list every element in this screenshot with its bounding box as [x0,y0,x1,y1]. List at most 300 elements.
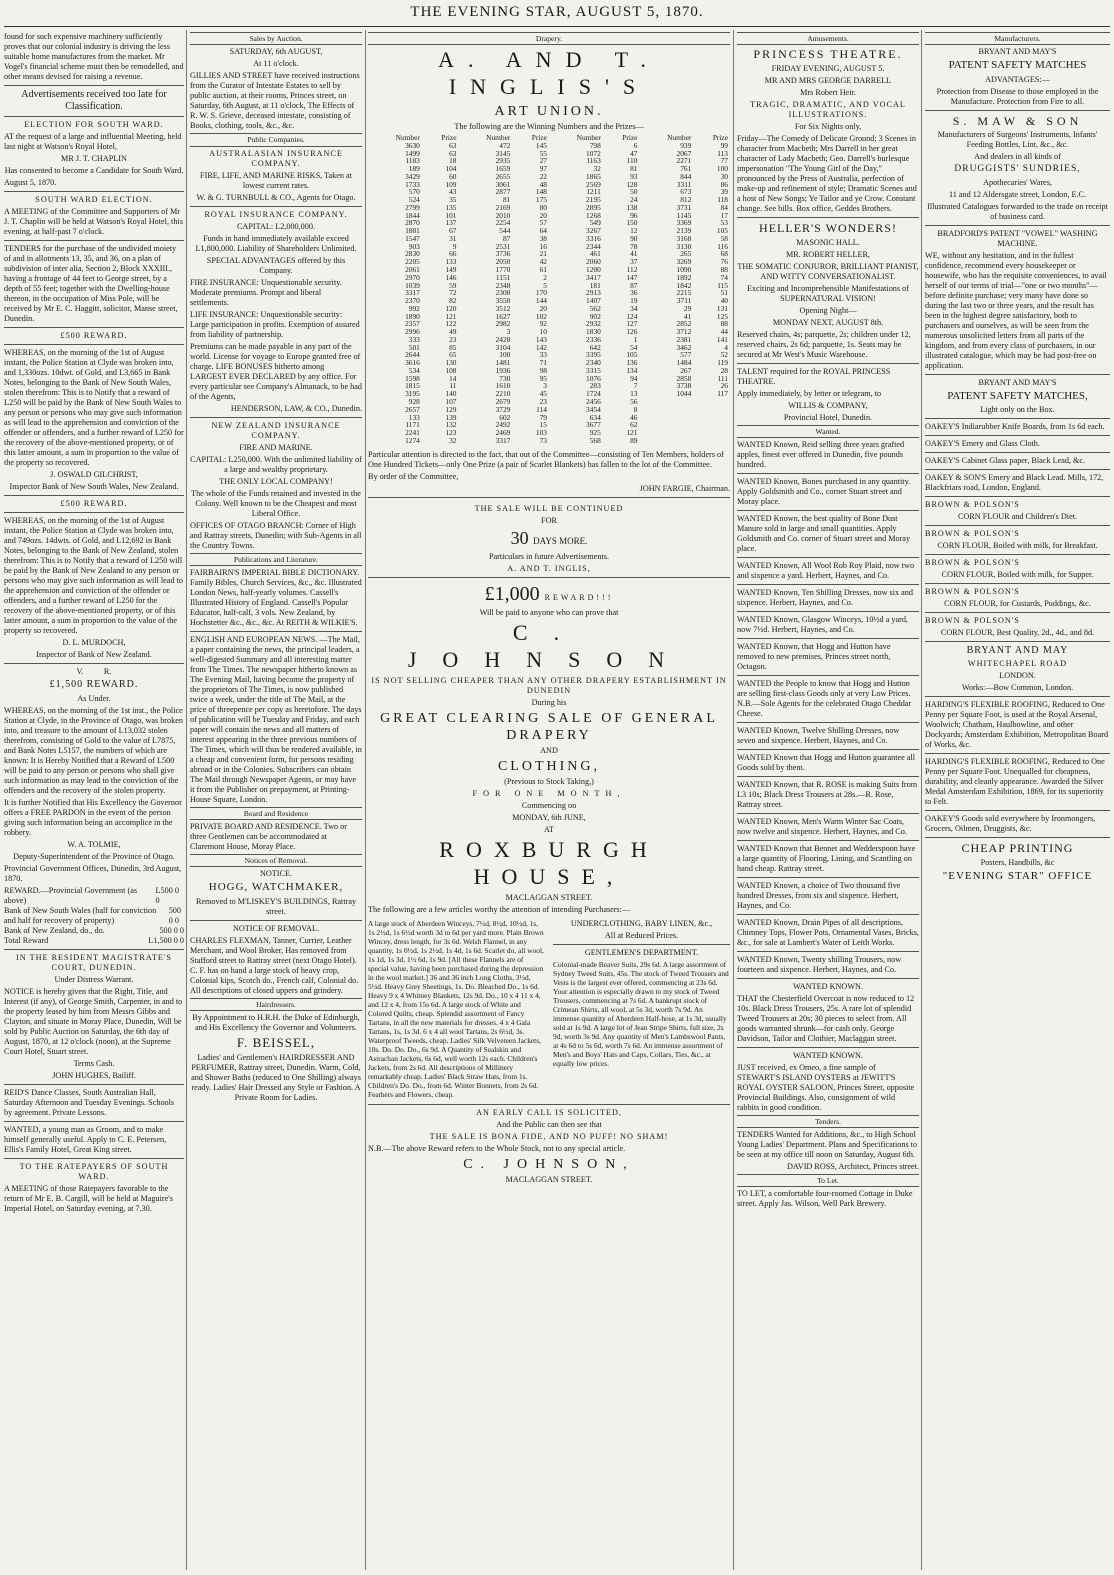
prizes-cell: 64 [539,226,547,236]
prizes-cell: 146 [445,272,457,282]
prizes-cell: 122 [445,319,457,329]
prizes-cell: 3369 [676,218,692,228]
prizes-cell: 32 [449,435,457,445]
ad-heading: FOR ONE MONTH, [472,788,626,798]
prizes-cell: 3 [506,327,511,337]
prizes-cell: 136 [626,358,638,368]
ad-body: It is further Notified that His Excellency the Governor offers a FREE PARDON in the event of the person giving such information being an accomplice in the robbery. [4,797,182,837]
prizes-cell [639,421,693,429]
prizes-cell: 105 [716,226,728,236]
prizes-row [368,235,730,243]
prizes-cell: 1200 [586,265,601,274]
rule [737,1047,919,1048]
prizes-row [368,382,730,390]
royal-cipher: V. R. [76,667,112,677]
prizes-cell: 76 [720,257,728,267]
ad-body: NOTICE is hereby given that the Right, Title, and Interest (if any), of George Smith, Carpenter, in and to the property leased by him from Messrs Gibbs and Clayton, and situate in Moray Place, Dunedin, Will be sold by Public Auction on Saturday, the 6th day of August, 1870, at 12 o'clock (noon), at the Supreme Court Hotel, Stuart street. [4,986,183,1056]
prizes-row [368,367,730,375]
wanted-list [737,440,919,979]
prizes-cell: 47 [630,148,638,158]
brown-polson-body: CORN FLOUR, for Custards, Puddings, &c. [944,599,1091,609]
prizes-cell: 74 [720,272,728,282]
prizes-cell: 1881 [405,226,420,236]
prizes-cell: 111 [717,373,728,383]
ad-body: WHEREAS, on the morning of the 1st of August instant, the Police Station at Clyde was broken into, and 1,330ozs. 10dwt. of Gold, and L3,665 in Bank Notes, belonging to the Bank of New South Wales, stolen therefrom: This is to Notify that a reward of L250 will be paid by the Bank of New South Wales to any person or persons who may give such information as will lead to the apprehension and conviction of the offender or offenders, and a further reward of L250 for the recovery of the above-mentioned property, or of this latter amount, a sum in proportion to the value of the property so recovered. [4,348,184,468]
ad-body: FIRE INSURANCE: Unquestionable security. Moderate premiums. Prompt and liberal settlements. [190,277,342,307]
prizes-row [368,313,730,321]
prizes-cell: 1733 [405,179,420,189]
brown-polson-heading: BROWN & POLSON'S [925,587,1020,597]
prizes-cell: 135 [445,202,457,212]
prizes-cell: 20 [539,303,547,313]
prizes-cell: 32 [593,164,601,174]
prizes-cell: 2060 [586,257,601,267]
prizes-row [368,250,730,258]
prizes-cell: 3738 [676,381,692,391]
ad-body: MR AND MRS GEORGE DARRELL [764,75,892,85]
prizes-cell [693,421,730,429]
prizes-row [368,266,730,274]
prizes-cell: 35 [449,195,457,205]
prizes-cell: 3130 [676,241,692,251]
prizes-cell: 501 [408,342,420,352]
prizes-cell: 127 [626,319,638,329]
prizes-cell: 101 [445,210,457,220]
prizes-cell: 3711 [676,296,692,306]
prizes-cell: 1044 [676,389,692,399]
ad-body: The following are a few articles worthy the attention of intending Purchasers:— [368,904,631,914]
prizes-cell: 80 [539,202,547,212]
prizes-cell: 1865 [586,171,601,181]
ad-heading: DRUGGISTS' SUNDRIES, [954,164,1081,175]
rule [368,497,730,498]
prizes-cell: 81 [502,195,511,205]
ad-heading: SOUTH WARD ELECTION. [35,195,153,205]
prizes-cell: 31 [449,233,457,243]
prizes-cell: 105 [626,350,638,360]
prizes-cell: 175 [535,195,547,205]
ad-heading: TALENT required for the ROYAL PRINCESS THEATRE. [737,366,891,386]
ad-body: TO LET, a comfortable four-roomed Cottage in Duke street. Apply Jas. Wilson, Well Park Brewery. [737,1189,913,1209]
prizes-cell: 129 [445,404,457,414]
rule [925,612,1110,613]
ad-body: WE, without any hesitation, and in the fullest confidence, recommend every housekeeper or housewife, who has the requisite conveniences, to avail herself of our terms of trial—"one or two months"—before definite purchase; very many have done so during the last two or three years, and the result has been in the highest degree satisfactory, both to purchasers and ourselves, as will be seen from the numerous unsolicited letters from all parts of the kingdom, and from every class of purchasers, in our illustrated catalogue, which may be had post-free on application. [925,250,1107,370]
prizes-cell: 147 [626,272,638,282]
prizes-cell: 57 [539,218,547,228]
prizes-cell: 33 [539,350,547,360]
prizes-cell: 134 [626,365,638,375]
prizes-cell: 761 [680,164,692,174]
prizes-cell: 43 [449,187,457,197]
prizes-cell: 99 [720,140,728,150]
prizes-cell: 2195 [586,195,601,205]
ad-body: (Previous to Stock Taking,) [504,776,594,786]
rule [925,374,1110,375]
ad-body: WHEREAS, on the morning of the 1st of August instant, the Police Station at Clyde was broken into, and 749ozs. 14dwts. of Gold, and L12,692 in Bank Notes, belonging to the Bank of New Zealand, stolen therefrom: This is to Notify that a reward of L250 will be paid by the Bank of New Zealand to any person or persons who may give such information as will lead to the apprehension and conviction of the offender or offenders, and a further reward of L250 for the recovery of the above-mentioned property, or of this latter amount, a sum in proportion to the value of the property so recovered. [4,516,183,636]
ad-agents: W. & G. TURNBULL & CO., Agents for Otago. [196,192,356,202]
prizes-cell: 88 [720,319,728,329]
prizes-header-cell: Number [486,132,511,142]
prizes-cell: 3269 [676,257,692,267]
prizes-cell: 52 [720,350,728,360]
prizes-cell: 96 [630,210,638,220]
prizes-cell: 49 [449,327,457,337]
prizes-cell: 85 [449,342,457,352]
prizes-cell: 148 [535,187,547,197]
reward-row [4,936,184,946]
ad-heading: £500 REWARD. [60,331,128,341]
ad-body: CHARLES FLEXMAN, Tanner, Currier, Leather Merchant, and Wool Broker, Has removed from Stafford street to Rattray street (next Otago Hotel). C. F. has on hand a large stock of heavy crop, Colonial kips, Scotch do., French calf, Colonial do. All descriptions of closed uppers and grindery. [190,935,359,995]
prizes-cell: 5 [543,280,547,290]
prizes-row [368,212,730,220]
ad-body: Particulars in future Advertisements. [488,551,610,561]
prizes-cell: 17 [720,210,728,220]
ad-body: FRIDAY EVENING, AUGUST 5. [771,63,885,73]
ad-body: TENDERS Wanted for Additions, &c., to High School Young Ladies' Department. Plans and Specifications to be seen at my office till noon on Saturday, August 6th. [737,1130,918,1159]
prizes-cell: 62 [630,420,638,430]
ad-body: Works:—Bow Common, London. [961,683,1074,693]
ad-heading: PATENT SAFETY MATCHES, [947,389,1088,402]
rule [925,837,1110,838]
rule [4,344,184,345]
prizes-cell: 2569 [586,179,601,189]
wanted-ad: WANTED Known, Ten Shilling Dresses, now six and sixpence. Herbert, Haynes, and Co. [737,587,913,607]
brown-polson-body: CORN FLOUR, Boiled with milk, for Breakfast. [937,541,1098,551]
prizes-cell: 3195 [405,389,420,399]
prizes-cell: 68 [720,249,728,259]
ad-body: THAT the Chesterfield Overcoat is now reduced to 12 10s. Black Dress Trousers, 25s. A rare lot of splendid Tweed Trousers at 20s; 30 pieces to select from. All goods warranted shrunk—for cash only. George Davidson, Tailor and Clothier, Maclaggan street. [737,993,915,1043]
ad-heading: NOTICE. [259,869,293,879]
brown-polson-heading: BROWN & POLSON'S [925,616,1020,626]
prizes-cell: 87 [502,233,511,243]
ad-body: FAIRBAIRN'S IMPERIAL BIBLE DICTIONARY. Family Bibles, Church Services, &c., &c. Illustrated London News, half-yearly volumes. Cassell's Illustrated History of England. Cassell's Popular Educator, half-calf, 3 vols. New Zealand, by Hochstetter &c., &c., &c. At REITH & WILKIE'S. [190,567,362,627]
prizes-intro: The following are the Winning Numbers and the Prizes— [454,121,644,131]
prizes-cell: 40 [720,296,728,306]
prizes-cell: 2870 [405,218,420,228]
prizes-cell: 139 [445,412,457,422]
prizes-cell: 2370 [405,296,420,306]
prizes-header-cell: Prize [712,132,728,142]
prizes-cell: 107 [445,397,457,407]
prizes-row [368,258,730,266]
prizes-cell: 82 [449,296,457,306]
section-heading: Publications and Literature. [190,553,362,566]
prizes-cell: 1171 [405,420,420,430]
prizes-cell [639,414,693,422]
art-union-title: A. AND T. INGLIS'S [438,47,660,100]
prizes-cell: 54 [630,342,638,352]
prizes-cell: 925 [589,428,601,438]
reward-label: Bank of New Zealand, do., do. [4,925,105,935]
prizes-cell: 2300 [495,288,511,298]
days-more: DAYS MORE. [533,535,588,546]
reward-amount: L1,500 0 0 [148,935,184,945]
prizes-cell: 2344 [586,241,601,251]
prizes-row [368,165,730,173]
prizes-cell: 121 [445,311,457,321]
signature: JOHN HUGHES, Bailiff. [52,1070,136,1080]
prizes-cell: 138 [626,202,638,212]
prizes-cell: 94 [630,373,638,383]
prizes-cell: 2428 [495,334,511,344]
ad-body: Light only on the Box. [980,405,1055,415]
ad-body: Funds in hand immediately available exceed L1,800,000. Liability of Shareholders Unlimited. [195,233,357,253]
ad-body: HARDING'S FLEXIBLE ROOFING, Reduced to One Penny per Square Foot. Unequalled for cheapness, durability, and cleanly appearance. Awarded the Silver Medal Amsterdam Exhibition, 1869, for its superiority to Felt. [925,757,1105,807]
oakey-ad: OAKEY'S Indiarubber Knife Boards, from 1s 6d each. [925,422,1105,432]
days-number: 30 [510,527,529,548]
prizes-cell: 142 [535,342,547,352]
prizes-cell: 20 [539,210,547,220]
prizes-cell: 38 [539,233,547,243]
ad-heading: HOGG, WATCHMAKER, [208,881,344,894]
prizes-header-cell: Number [667,132,692,142]
prizes-cell [639,437,693,445]
right-items [553,917,730,1102]
prizes-cell: 59 [449,280,457,290]
signature: D. L. MURDOCH, [62,638,126,648]
prizes-cell: 116 [717,241,728,251]
section-heading: Public Companies. [190,133,362,146]
prizes-cell: 472 [499,140,511,150]
ad-heading: THE SALE IS BONA FIDE, AND NO PUFF! NO SHAM! [429,1132,669,1142]
prizes-cell: 118 [717,195,728,205]
prizes-cell: 3316 [586,233,601,243]
prizes-cell: 549 [589,218,601,228]
prizes-cell: 3317 [495,435,511,445]
prizes-cell: 3104 [495,342,511,352]
oakey-ad: OAKEY'S Emery and Glass Cloth. [925,439,1040,449]
prizes-cell: 2996 [405,327,420,337]
prizes-cell: 1151 [495,272,511,282]
prizes-cell: 2169 [495,202,511,212]
rule [4,663,184,664]
ad-subheading: As Under. [77,693,111,703]
prizes-cell: 34 [630,303,638,313]
prizes-cell: 88 [720,265,728,274]
prizes-row [368,181,730,189]
prizes-cell: 92 [539,319,547,329]
rule [4,512,184,513]
prizes-cell: 51 [720,288,728,298]
prizes-cell: 2067 [676,148,692,158]
prizes-cell: 2469 [495,428,511,438]
prizes-cell: 95 [539,373,547,383]
signature-title: Inspector of Bank of New Zealand. [36,650,152,660]
prizes-cell: 1211 [586,187,601,197]
prizes-cell: 730 [499,373,511,383]
prizes-cell: 2456 [586,397,601,407]
prizes-header-cell: Number [395,132,420,142]
ad-body: TENDERS for the purchase of the undivided moiety of and in allotments 13, 35, and 36, on a plan of subdivision of inter alia, Section 2, Block XXXIII., having a frontage of 44 feet to George street, by a depth of 55 feet; together with the Dwelling-house thereon, in the occupation of Miss Pole, will be received by Mr E. C. Haggitt, solicitor, Manse street, Dunedin. [4,244,178,324]
prizes-cell: 1499 [405,148,420,158]
reward-amount: £1,000 [484,582,540,605]
prizes-cell: 84 [720,202,728,212]
prizes-cell: 7 [633,381,638,391]
ad-body: Posters, Handbills, &c [980,858,1055,868]
ad-body: A MEETING of the Committee and Supporters of Mr J. T. Chaplin will be held at Watson's Royal Hotel, this evening, at half-past 7 o'clock. [4,207,183,237]
rule [737,584,919,585]
prizes-row [368,173,730,181]
art-union-subtitle: ART UNION. [494,103,604,119]
reward-amount: 500 0 0 [168,905,181,925]
rule [737,510,919,511]
prizes-cell: 1076 [586,373,601,383]
prizes-cell: 79 [539,412,547,422]
prizes-cell: 2655 [495,171,511,181]
ad-body: Premiums can be made payable in any part of the world. License for voyage to Europe granted free of charge. LIFE BONUSES hitherto among LARGEST EVER DECLARED by any office. For every particular see Company's Almanack, to be had of the Agents, [190,341,362,401]
ad-body: 11 and 12 Aldersgate street, London, E.C. [948,189,1087,199]
prizes-cell: 97 [539,164,547,174]
prizes-cell: 46 [630,412,638,422]
rule [737,611,919,612]
ad-body: All at Reduced Prices. [604,930,679,940]
prizes-cell: 524 [408,195,420,205]
prizes-cell: 3429 [405,171,420,181]
rule [925,554,1110,555]
wanted-ad: WANTED Known, that R. ROSE is making Suits from L3 10s; Black Dress Trousers at 28s.—R. Rose, Rattray street. [737,779,918,809]
signature: C. JOHNSON, [463,1157,635,1173]
reward-word: REWARD!!! [544,592,614,602]
prizes-row [368,243,730,251]
brown-polson-heading: BROWN & POLSON'S [925,558,1020,568]
prizes-cell: 2932 [586,319,601,329]
wanted-ad: WANTED Known, Twenty shilling Trousers, now fourteen and sixpence. Herbert, Haynes, and Co. [737,954,902,974]
reward-table [4,886,184,946]
prizes-cell: 71 [539,358,547,368]
prizes-cell: 3550 [495,296,511,306]
prizes-cell: 2210 [495,389,511,399]
column-4 [737,30,919,1570]
prizes-cell: 1890 [405,311,420,321]
rule [4,1158,184,1159]
wanted-ad: WANTED Known, Bones purchased in any quantity. Apply Goldsmith and Co., corner Stuart street and Moray place. [737,476,911,506]
prizes-cell: 2357 [405,319,420,329]
ad-body: Apothecaries' Wares, [983,177,1052,187]
ad-body: WANTED, a young man as Groom, and to make himself generally useful. Apply to C. E. Petersen, Ellis's Family Hotel, Great King street. [4,1124,167,1154]
prizes-cell: 1547 [405,233,420,243]
prizes-cell: 2381 [676,334,692,344]
ad-body: Colonial-made Beaver Suits, 29s 6d. A large assortment of Sydney Tweed Suits, 45s. The stock of Tweed Trousers and Vests is the largest ever offered, commencing at 23s 6d. Your attention is especially drawn to my stock of Tweed Trousers, commencing at 7s 6d. A bankrupt stock of Crimean Shirts, all wool, at 5s 3d, worth 7s 9d. An immense quantity of Aberdeen Half-hose, at 1s 3d, usually sold at 1s 9d. A large lot of Jean Stripe Shirts, full size, 2s 9d, worth 3s 9d. Any quantity of Men's Lambswool Pants, at 4s 6d to 5s 6d, worth 7s 6d. An immense assortment of Men's and Boys' Hats and Caps, Collars, Ties, &c., at equally low prices. [553,959,729,1068]
prizes-cell: 119 [717,358,728,368]
prizes-cell: 1407 [586,296,601,306]
prizes-cell: 123 [445,428,457,438]
rule [368,577,730,578]
prizes-cell: 2336 [586,334,601,344]
items-columns [368,917,730,1102]
prizes-cell: 124 [626,311,638,321]
ad-body: AND [540,745,558,755]
prizes-cell: 673 [680,187,692,197]
ad-heading: CHEAP PRINTING [961,841,1074,856]
prizes-cell: 100 [716,164,728,174]
oakey-list [925,422,1110,497]
prizes-cell: 10 [539,327,547,337]
prizes-cell: 3061 [495,179,511,189]
prizes-cell: 63 [449,148,457,158]
prizes-cell: 1163 [586,156,601,166]
ad-date: August 5, 1870. [4,178,57,188]
rule [737,217,919,218]
top-rule [4,26,1110,27]
prizes-row [368,204,730,212]
prizes-row [368,398,730,406]
signature-address: MACLAGGAN STREET. [505,1175,593,1185]
ad-body: During his [531,697,567,707]
ad-body: Reserved chairs, 4s; parquette, 2s; children under 12, reserved chairs, 2s 6d; parquette, 1s. Seats may be secured at Mr West's Music Warehouse. [737,329,911,359]
prizes-row [368,421,730,429]
prizes-cell: 61 [539,265,547,274]
prizes-cell: 2644 [405,350,420,360]
prizes-cell: 87 [630,280,638,290]
prizes-row [368,406,730,414]
rule [190,417,362,418]
prizes-cell: 928 [408,397,420,407]
prizes-cell: 1610 [495,381,511,391]
ad-heading: WANTED KNOWN. [792,1050,864,1060]
ad-heading: MONDAY, 6th JUNE, [512,812,586,822]
rule [925,225,1110,226]
oakey-ad: OAKEY & SON'S Emery and Black Lead. Mills, 172, Blackfriars road, London, England. [925,473,1104,493]
prizes-row [368,196,730,204]
prizes-cell: 28 [720,365,728,375]
prizes-cell: 41 [683,311,692,321]
prizes-cell: 3677 [586,420,601,430]
prizes-header-cell: Number [576,132,601,142]
prizes-cell: 2340 [586,358,601,368]
rule [737,638,919,639]
auction-time: At 11 o'clock. [253,59,299,69]
ad-subheading: Under Distress Warrant. [54,974,134,984]
prizes-cell: 73 [539,435,547,445]
prizes-cell: 844 [680,171,692,181]
signature: J. OSWALD GILCHRIST, [50,470,138,480]
prizes-cell: 150 [626,218,638,228]
rule [4,116,184,117]
prizes-cell: 2913 [586,288,601,298]
reward-row [4,886,184,906]
signature-title: Inspector Bank of New South Wales, New Zealand. [9,482,179,492]
prizes-cell: 1815 [405,381,420,391]
prizes-cell: 42 [539,257,547,267]
prizes-cell: 3315 [586,365,601,375]
ad-body: GILLIES AND STREET have received instructions from the Curator of Intestate Estates to sell by public auction, at their rooms, Princes street, on Saturday, 6th August, at 11 o'clock, The Effects of R. W. S. Grieve, deceased intestate, consisting of Books, clothing, tools, &c., &c. [190,71,360,131]
prizes-cell: 3712 [676,327,692,337]
ad-agents: HENDERSON, LAW, & CO., Dunedin. [230,403,362,413]
prizes-cell: 67 [449,226,457,236]
ad-heading: HELLER'S WONDERS! [759,220,897,235]
prizes-cell: 1183 [405,156,420,166]
prizes-cell [693,406,730,414]
ad-body: Illustrated Catalogues forwarded to the trade on receipt of business card. [927,201,1108,221]
prizes-cell [639,406,693,414]
prizes-cell: 14 [449,373,457,383]
ad-heading: BRYANT AND MAY'S [978,47,1057,57]
ad-body: PRIVATE BOARD AND RESIDENCE. Two or three Gentlemen can be accommodated at Claremont House, Moray Place. [190,822,347,851]
prizes-cell: 798 [589,140,601,150]
rule [737,877,919,878]
ad-body: OFFICES OF OTAGO BRANCH: Corner of High and Rattray streets, Dunedin; with Sub-Agents in all the Country Towns. [190,520,362,550]
rule [368,1104,730,1105]
prizes-cell: 41 [630,249,638,259]
prizes-cell: 8 [633,404,638,414]
prizes-cell: 23 [449,334,457,344]
signature: WILLIS & COMPANY, [788,400,868,410]
rule [190,920,362,921]
ad-body: Mrs Robert Heir. [800,87,856,97]
prizes-cell: 1039 [405,280,420,290]
prizes-cell: 189 [408,164,420,174]
ad-body: And dealers in all kinds of [974,152,1061,162]
